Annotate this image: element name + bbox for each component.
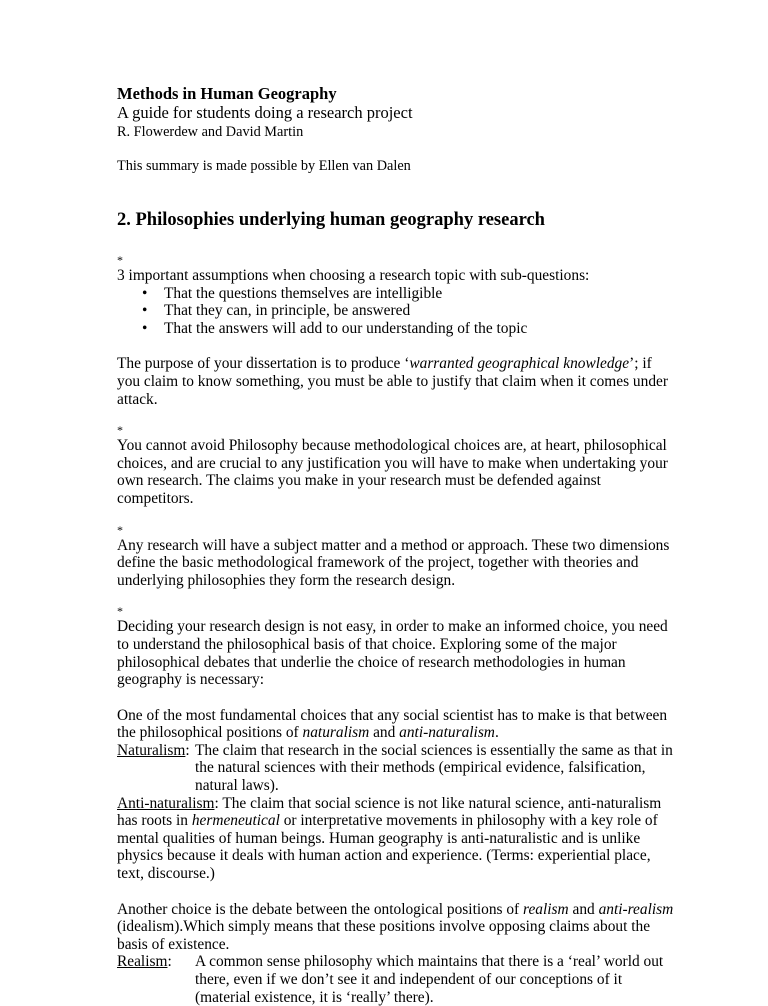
book-authors: R. Flowerdew and David Martin xyxy=(117,124,304,140)
list-item: • That they can, in principle, be answered xyxy=(142,302,677,320)
assumptions-intro: 3 important assumptions when choosing a research topic with sub-questions: xyxy=(117,267,590,284)
list-item: • That the answers will add to our understanding of the topic xyxy=(142,320,677,338)
assumptions-list xyxy=(117,285,677,338)
book-subtitle: A guide for students doing a research project xyxy=(117,103,413,122)
chapter-title: 2. Philosophies underlying human geography research xyxy=(117,210,545,230)
summary-credit: This summary is made possible by Ellen van Dalen xyxy=(117,158,411,174)
anti-naturalism-definition: Anti-naturalism: The claim that social science is not like natural science, anti-naturalism has roots in hermeneutical or interpretative movements in philosophy with a key role of mental qualities of human beings. Human geography is anti-naturalistic and is unlike physics because it deals with human action and experience. (Terms: experiential place, text, discourse.) xyxy=(117,794,662,883)
anti-naturalism-term: Anti-naturalism xyxy=(117,794,215,812)
naturalism-term: Naturalism xyxy=(117,741,186,759)
book-title: Methods in Human Geography xyxy=(117,84,337,103)
realism-intro-paragraph: Another choice is the debate between the ontological positions of realism and anti-realism (idealism).Which simply means that these positions involve opposing claims about the basis of existence. xyxy=(117,900,674,953)
section-marker: * xyxy=(117,522,123,537)
subject-matter-paragraph: Any research will have a subject matter and a method or approach. These two dimensions define the basic methodological framework of the project, together with theories and underlying philosophies they form the research design. xyxy=(117,536,670,589)
philosophy-paragraph: You cannot avoid Philosophy because methodological choices are, at heart, philosophical choices, and are crucial to any justification you will have to make when undertaking your own research. The claims you make in your research must be defended against competitors. xyxy=(117,437,668,507)
section-marker: * xyxy=(117,423,123,438)
section-marker: * xyxy=(117,604,123,619)
naturalism-intro-paragraph: One of the most fundamental choices that any social scientist has to make is that between the philosophical positions of naturalism and anti-naturalism. xyxy=(117,706,668,742)
purpose-paragraph: The purpose of your dissertation is to produce ‘warranted geographical knowledge’; if you claim to know something, you must be able to justify that claim when it comes under attack. xyxy=(117,355,668,408)
list-item: • That the questions themselves are intelligible xyxy=(142,285,677,303)
section-marker: * xyxy=(117,253,123,267)
research-design-paragraph: Deciding your research design is not easy, in order to make an informed choice, you need to understand the philosophical basis of that choice. Exploring some of the major philosophical debates that underlie the choice of research methodologies in human geography is necessary: xyxy=(117,618,668,689)
realism-definition: Realism: A common sense philosophy which maintains that there is a ‘real’ world out there, even if we don’t see it and independent of our conceptions of it (material existence, it is ‘really’ there). xyxy=(117,953,664,1006)
warranted-knowledge-term: warranted geographical knowledge xyxy=(409,355,630,373)
naturalism-definition: Naturalism: The claim that research in the social sciences is essentially the same as that in the natural sciences with their methods (empirical evidence, falsification, natural laws). xyxy=(117,741,673,795)
realism-term: Realism xyxy=(117,953,168,971)
document-content xyxy=(117,84,677,1006)
